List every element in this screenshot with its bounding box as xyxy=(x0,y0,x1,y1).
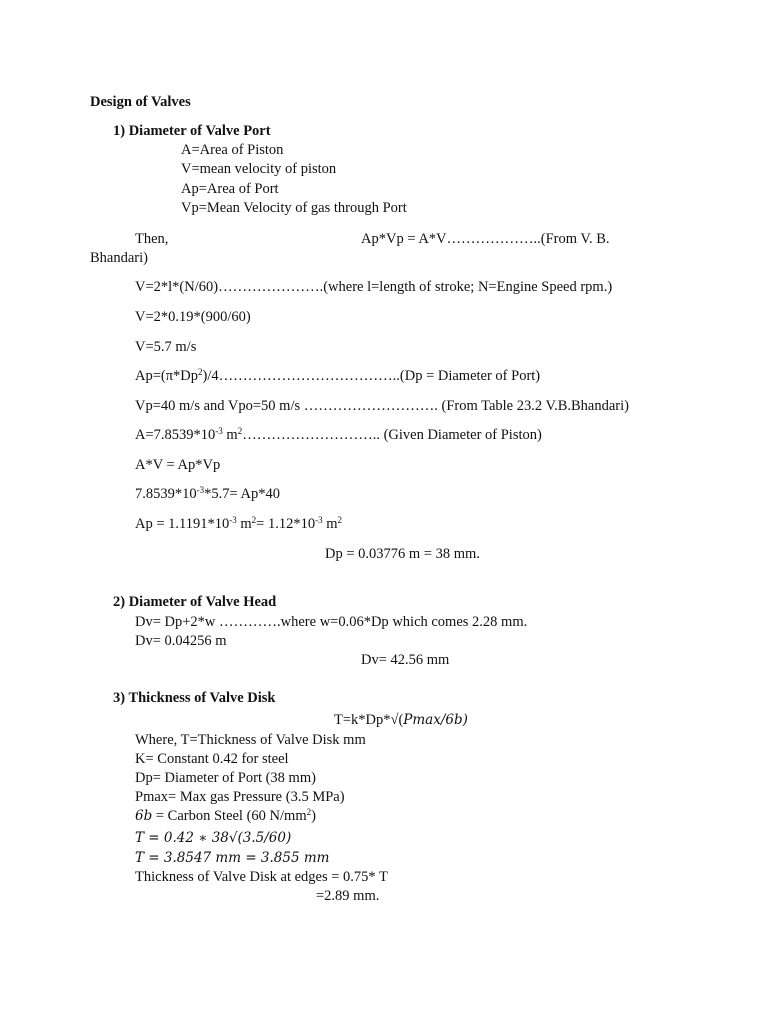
where-thickness: Where, T=Thickness of Valve Disk mm xyxy=(135,732,366,748)
port-diameter-result: Dp = 0.03776 m = 38 mm. xyxy=(325,546,480,562)
continuity-equation: A*V = Ap*Vp xyxy=(135,457,221,473)
equation-main-continued: Bhandari) xyxy=(90,250,148,266)
stress-def: 6b = Carbon Steel (60 $N/mm^2$) xyxy=(135,807,316,824)
equation-main: Ap*Vp = A*V………………..(From V. B. xyxy=(361,231,610,247)
port-area-result: $Ap = 1.1191*10^{-3}$ $m^2= 1.12*10^{-3}$ $m^2$ xyxy=(135,515,342,532)
valve-head-formula: Dv= Dp+2*w ………….where w=0.06*Dp which comes 2.28 mm. xyxy=(135,614,528,630)
piston-area-line: $A=7.8539*10^{-3}$ $m^2\dots\dots\dots\dots\dots\dots\dots\dots\dots$.. (Given Diameter of Piston) xyxy=(135,426,542,443)
section-1-heading: 1) Diameter of Valve Port xyxy=(113,123,271,139)
velocity-substitution: V=2*0.19*(900/60) xyxy=(135,309,251,325)
gas-velocity-line: Vp=40 m/s and Vpo=50 m/s ………………………. (From Table 23.2 V.B.Bhandari) xyxy=(135,398,629,414)
max-pressure-def: Pmax= Max gas Pressure (3.5 MPa) xyxy=(135,789,345,805)
edge-thickness-result: =2.89 mm. xyxy=(316,888,380,904)
then-label: Then, xyxy=(135,231,169,247)
edge-thickness-formula: Thickness of Valve Disk at edges = 0.75* T xyxy=(135,869,388,885)
constant-k: K= Constant 0.42 for steel xyxy=(135,751,289,767)
port-diameter-def: Dp= Diameter of Port (38 mm) xyxy=(135,770,316,786)
definition-velocity-gas: Vp=Mean Velocity of gas through Port xyxy=(181,200,407,216)
valve-head-result: Dv= 42.56 mm xyxy=(361,652,450,668)
definition-velocity-piston: V=mean velocity of piston xyxy=(181,161,337,177)
thickness-formula: T=k*Dp*√(Pmax/6b) xyxy=(334,712,468,728)
numeric-substitution: $7.8539*10^{-3}*5.7= Ap*40$ xyxy=(135,485,280,502)
definition-area-port: Ap=Area of Port xyxy=(181,181,279,197)
section-2-heading: 2) Diameter of Valve Head xyxy=(113,594,277,610)
section-3-heading: 3) Thickness of Valve Disk xyxy=(113,690,276,706)
port-area-formula: $Ap=(\pi*Dp^2)/4\dots\dots\dots\dots\dots\dots\dots\dots\dots\dots\dots\dots..(Dp$ = Diameter of Port) xyxy=(135,367,541,384)
page-title: Design of Valves xyxy=(90,94,191,110)
thickness-result: T = 3.8547 mm = 3.855 mm xyxy=(135,850,330,866)
velocity-formula: V=2*l*(N/60)………………….(where l=length of stroke; N=Engine Speed rpm.) xyxy=(135,279,613,295)
thickness-substitution: T = 0.42 ∗ 38√(3.5/60) xyxy=(135,830,292,846)
definition-area-piston: A=Area of Piston xyxy=(181,142,284,158)
velocity-value: V=5.7 m/s xyxy=(135,339,197,355)
valve-head-metres: Dv= 0.04256 m xyxy=(135,633,227,649)
